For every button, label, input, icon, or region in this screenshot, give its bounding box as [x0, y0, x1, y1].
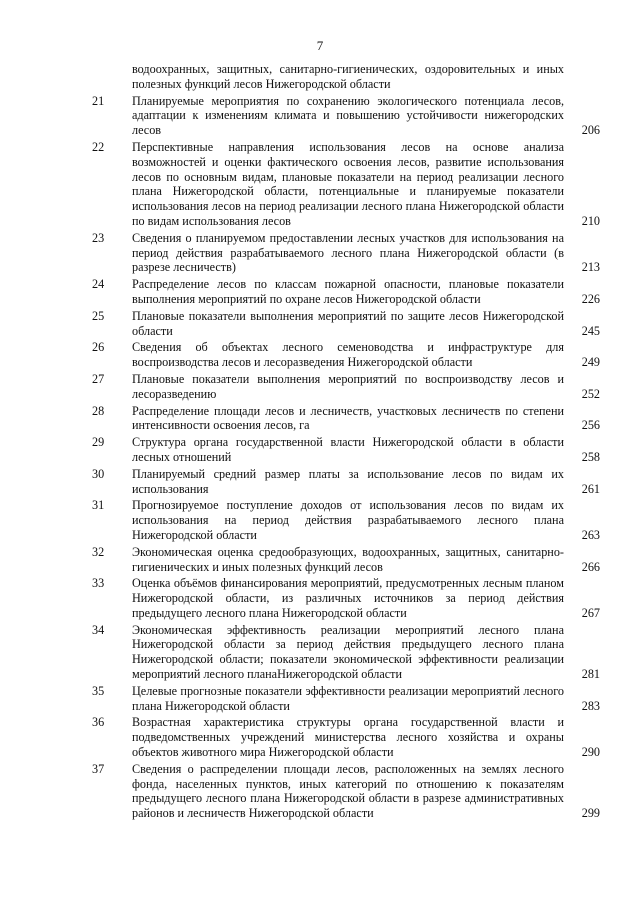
- toc-entry-page: 258: [581, 449, 600, 464]
- toc-entry-title: Плановые показатели выполнения мероприятий по воспроизводству лесов и лесоразведению: [132, 371, 564, 401]
- toc-entry-number: 22: [92, 139, 105, 154]
- toc-entry: [92, 140, 600, 229]
- toc-entry-title: водоохранных, защитных, санитарно-гигиенических, оздоровительных и иных полезных функций лесов Нижегородской области: [132, 62, 564, 91]
- toc-entry-page: 299: [581, 806, 600, 821]
- toc-entry-page: 267: [581, 605, 600, 620]
- toc-entry-number: 30: [92, 466, 105, 481]
- toc-entry-page: 252: [581, 386, 600, 401]
- toc-entry-title: Сведения об объектах лесного семеноводства и инфраструктуре для воспроизводства лесов и лесоразведения Нижегородской области: [132, 340, 564, 370]
- toc-entry-number: 23: [92, 230, 105, 245]
- toc-entry: [92, 372, 600, 402]
- toc-entry-title: Прогнозируемое поступление доходов от использования лесов по видам их использования на период действия разрабатываемого лесного плана Нижегородской области: [132, 498, 564, 542]
- toc-entry: [92, 62, 600, 92]
- toc-entry: [92, 545, 600, 575]
- toc-entry-number: 36: [92, 715, 105, 730]
- toc-entry: [92, 340, 600, 370]
- toc-entry-title: Сведения о распределении площади лесов, расположенных на землях лесного фонда, населенных пунктов, иных категорий по отношению к показателям предыдущего лесного плана Нижегородской области в разрезе административных районов и лесничеств Нижегородской области: [132, 761, 564, 821]
- toc-entry-number: 25: [92, 308, 105, 323]
- toc-entry-number: 26: [92, 340, 105, 355]
- toc-entry-page: 261: [581, 481, 600, 496]
- toc-entry-page: 210: [581, 213, 600, 228]
- toc-entry: [92, 498, 600, 542]
- toc-entry-title: Оценка объёмов финансирования мероприятий, предусмотренных лесным планом Нижегородской области, из различных источников за период действия предыдущего лесного плана Нижегородской области: [132, 576, 564, 620]
- toc-entry-title: Экономическая эффективность реализации мероприятий лесного плана Нижегородской области за период действия предыдущего лесного плана Нижегородской области; показатели экономической эффективности реализации мероприятий лесного планаНижегородской области: [132, 622, 564, 682]
- toc-entry-page: 266: [581, 559, 600, 574]
- toc-entry: [92, 94, 600, 138]
- toc-entry-title: Планируемые мероприятия по сохранению экологического потенциала лесов, адаптации к изменениям климата и повышению устойчивости нижегородских лесов: [132, 93, 564, 138]
- table-of-contents: [92, 62, 600, 823]
- toc-entry: [92, 684, 600, 714]
- toc-entry-title: Сведения о планируемом предоставлении лесных участков для использования на период действия разрабатываемого лесного плана Нижегородской области (в разрезе лесничеств): [132, 230, 564, 275]
- toc-entry-number: 29: [92, 435, 105, 450]
- toc-entry: [92, 467, 600, 497]
- toc-entry-title: Возрастная характеристика структуры органа государственной власти и подведомственных учреждений министерства лесного хозяйства и охраны объектов животного мира Нижегородской области: [132, 715, 564, 760]
- toc-entry-title: Экономическая оценка средообразующих, водоохранных, защитных, санитарно-гигиенических и иных полезных функций лесов: [132, 544, 564, 574]
- toc-entry-number: 27: [92, 371, 105, 386]
- toc-entry-title: Перспективные направления использования лесов на основе анализа возможностей и оценки фактического освоения лесов, развитие использования лесов по основным видам, плановые показатели на период реализации лесного плана Нижегородской области, потенциальные и планируемые показатели использования лесов на период реализации лесного плана Нижегородской области по видам использования лесов: [132, 139, 564, 228]
- toc-entry: [92, 277, 600, 307]
- toc-entry-title: Целевые прогнозные показатели эффективности реализации мероприятий лесного плана Нижегородской области: [132, 683, 564, 713]
- toc-entry-page: 283: [581, 698, 600, 713]
- toc-entry-number: 37: [92, 761, 105, 776]
- toc-entry-page: 256: [581, 418, 600, 433]
- toc-entry-number: 33: [92, 576, 105, 591]
- toc-entry-page: 290: [581, 745, 600, 760]
- toc-entry-page: 281: [581, 667, 600, 682]
- toc-entry-page: 206: [581, 123, 600, 138]
- toc-entry-page: 263: [581, 527, 600, 542]
- toc-entry: [92, 623, 600, 682]
- toc-entry: [92, 231, 600, 275]
- toc-entry-number: 28: [92, 403, 105, 418]
- toc-entry-number: 32: [92, 544, 105, 559]
- toc-entry-number: 35: [92, 683, 105, 698]
- toc-entry-number: 31: [92, 498, 105, 513]
- toc-entry-number: 34: [92, 622, 105, 637]
- toc-entry: [92, 715, 600, 759]
- toc-entry-title: Планируемый средний размер платы за использование лесов по видам их использования: [132, 466, 564, 496]
- toc-entry-page: 226: [581, 291, 600, 306]
- toc-entry-title: Распределение лесов по классам пожарной опасности, плановые показатели выполнения мероприятий по охране лесов Нижегородской области: [132, 277, 564, 306]
- toc-entry-title: Распределение площади лесов и лесничеств, участковых лесничеств по степени интенсивности освоения лесов, га: [132, 403, 564, 433]
- toc-entry-number: 21: [92, 93, 105, 108]
- toc-entry-number: 24: [92, 277, 105, 292]
- toc-entry-page: 213: [581, 260, 600, 275]
- toc-entry: [92, 435, 600, 465]
- toc-entry: [92, 309, 600, 339]
- toc-entry-title: Плановые показатели выполнения мероприятий по защите лесов Нижегородской области: [132, 308, 564, 338]
- toc-entry: [92, 576, 600, 620]
- toc-entry-title: Структура органа государственной власти Нижегородской области в области лесных отношений: [132, 435, 564, 464]
- toc-entry: [92, 404, 600, 434]
- page-number: 7: [316, 38, 324, 53]
- toc-entry-page: 245: [581, 323, 600, 338]
- toc-entry: [92, 762, 600, 821]
- toc-entry-page: 249: [581, 355, 600, 370]
